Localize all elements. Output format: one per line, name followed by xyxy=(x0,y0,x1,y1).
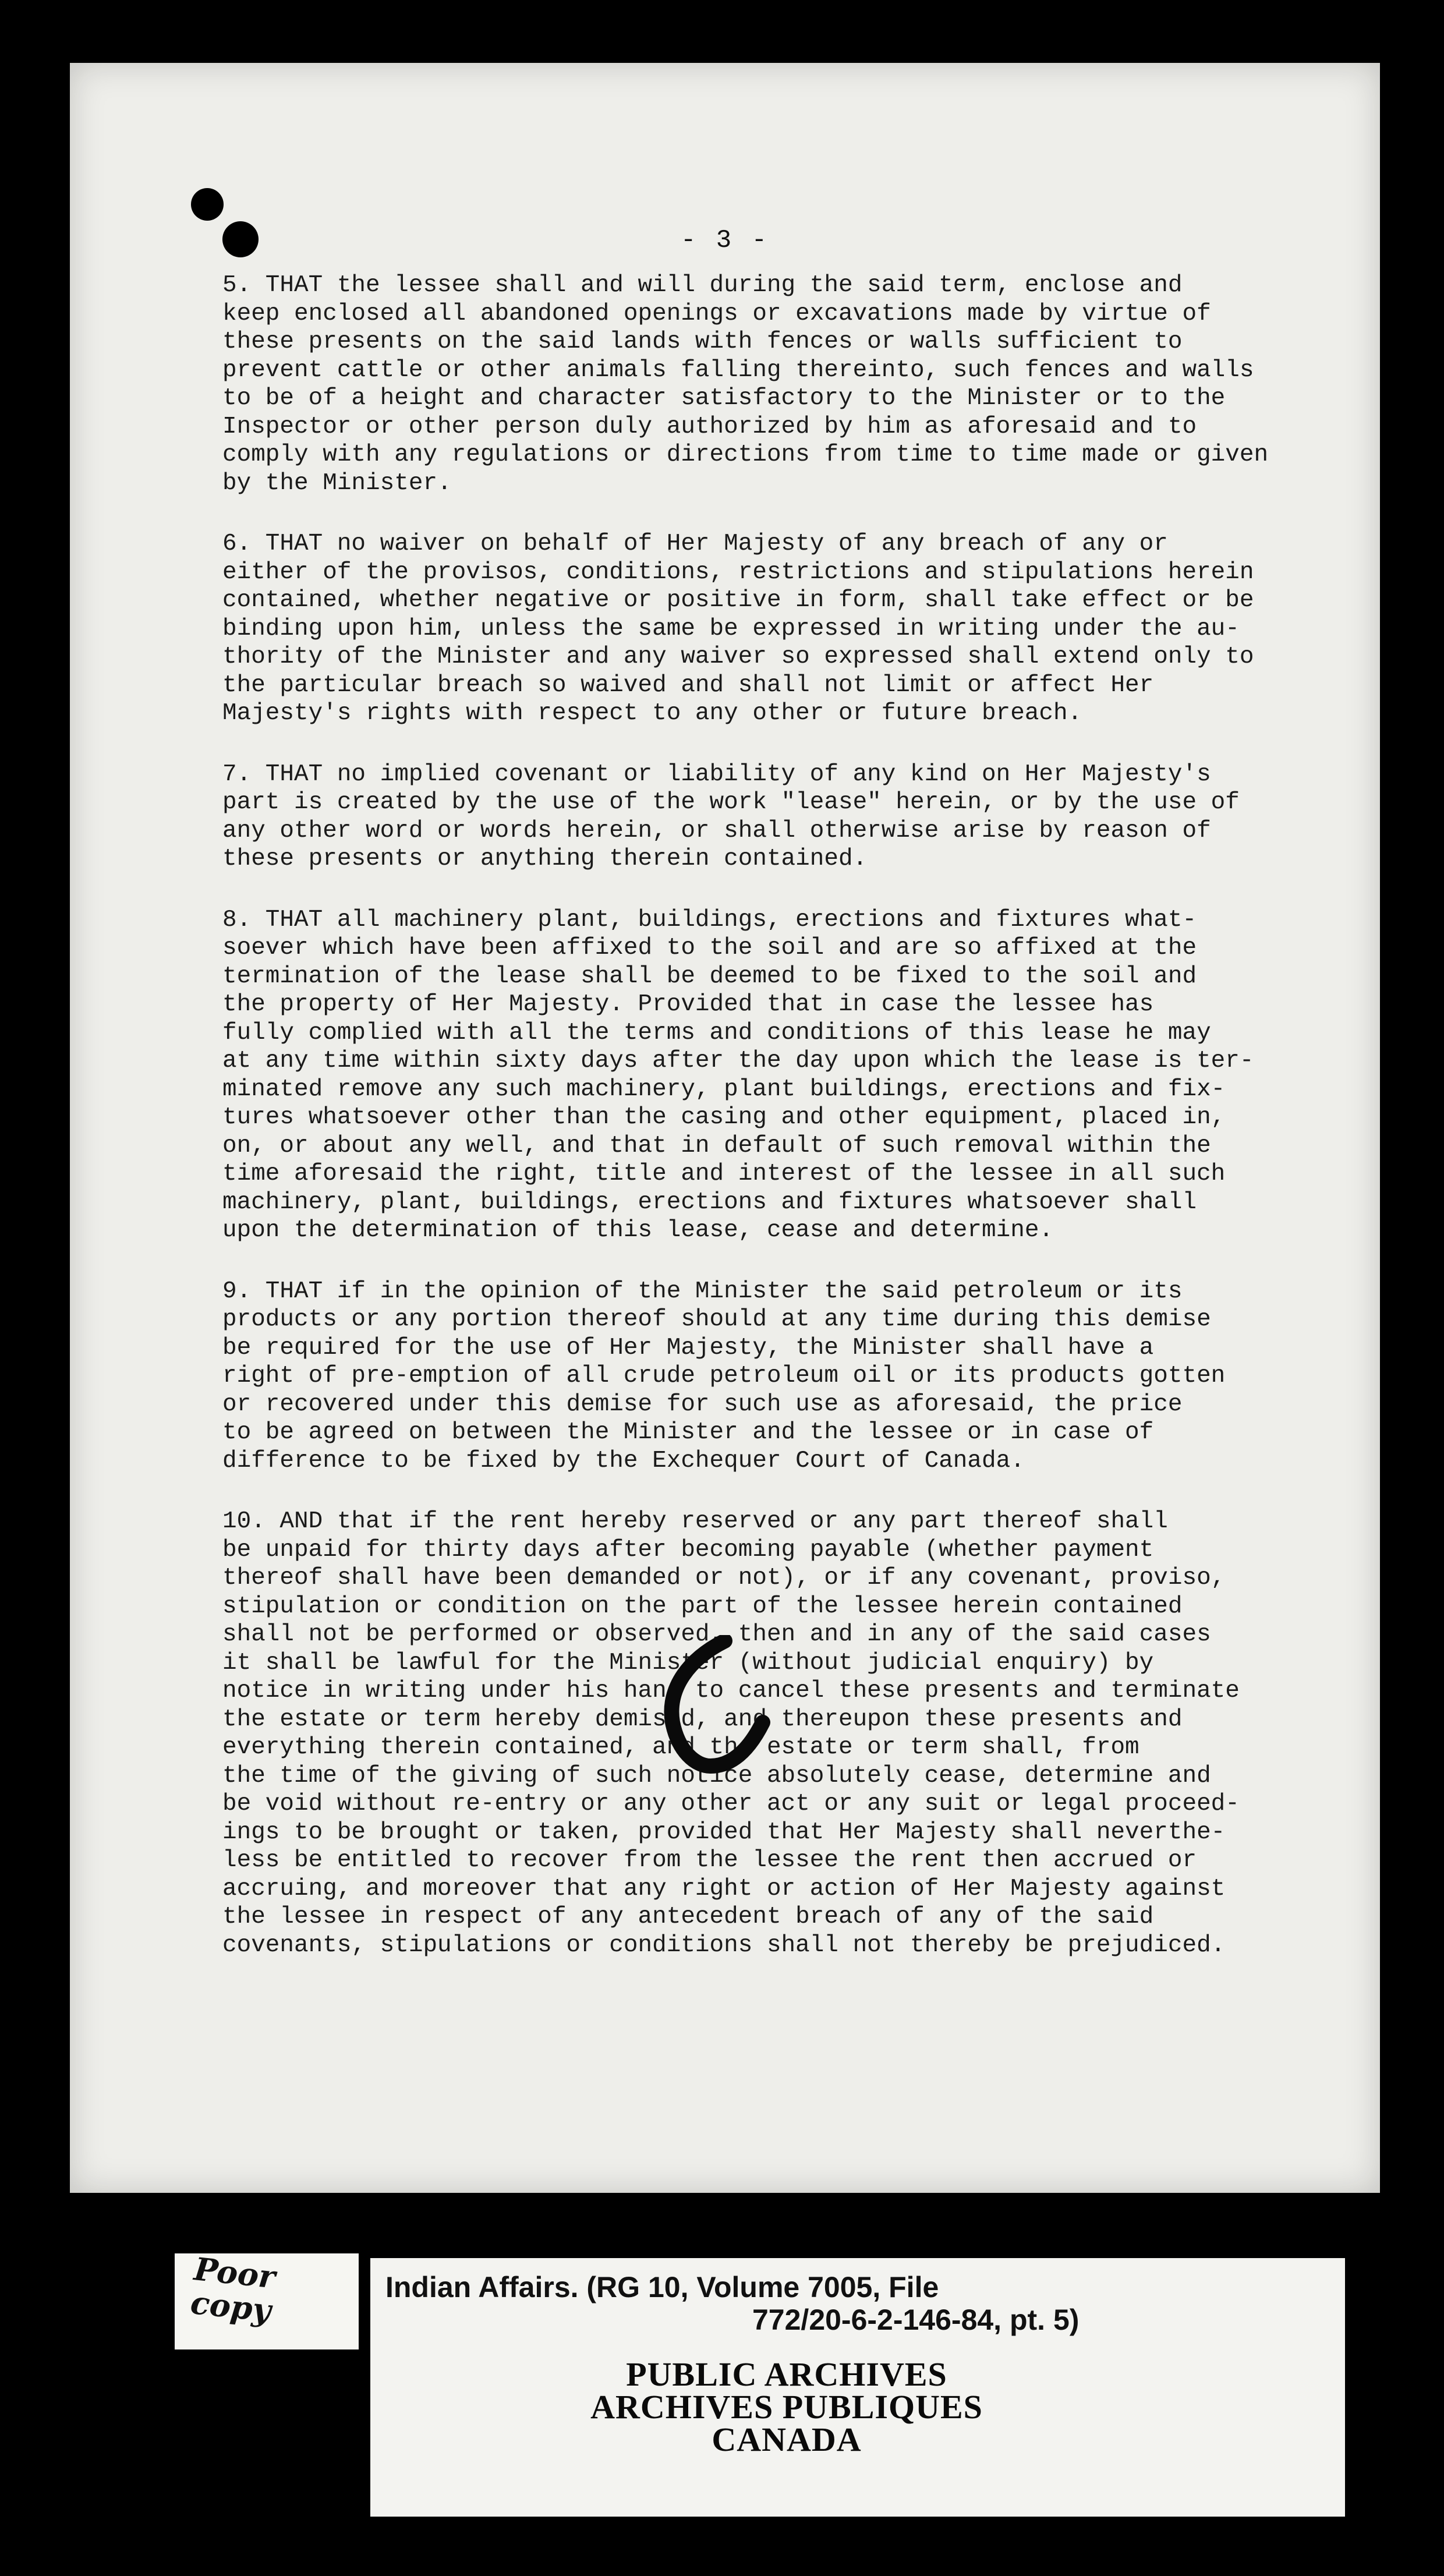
punch-hole-top xyxy=(191,188,224,221)
clause-6: 6. THAT no waiver on behalf of Her Majesty of any breach of any or either of the provisos, conditions, restrictions and stipulations herein contained, whether negative or positive in form, shall take effect or be binding upon him, unless the same be expressed in writing under the au- thority of the Minister and any waiver so expressed shall extend only to the particular breach so waived and shall not limit or affect Her Majesty's rights with respect to any other or future breach. xyxy=(222,530,1254,727)
clause-8: 8. THAT all machinery plant, buildings, erections and fixtures what- soever which have been affixed to the soil and are so affixed at the termination of the lease shall be deemed to be fixed to the soil and the property of Her Majesty. Provided that in case the lessee has fully complied with all the terms and conditions of this lease he may at any time within sixty days after the day upon which the lease is ter- minated remove any such machinery, plant buildings, erections and fix- tures whatsoever other than the casing and other equipment, placed in, on, or about any well, and that in default of such removal within the time aforesaid the right, title and interest of the lessee in all such machinery, plant, buildings, erections and fixtures whatsoever shall upon the determination of this lease, cease and determine. xyxy=(222,906,1254,1244)
archive-citation xyxy=(385,2271,1317,2336)
stamp-line-1: PUBLIC ARCHIVES xyxy=(626,2355,947,2393)
clause-10: 10. AND that if the rent hereby reserved or any part thereof shall be unpaid for thirty days after becoming payable (whether payment thereof shall have been demanded or not), or if any covenant, proviso, stipulation or condition on the part of the lessee herein contained shall not be performed or observed, then and in any of the said cases it shall be lawful for the Minister (without judicial enquiry) by notice in writing under his hand to cancel these presents and terminate the estate or term hereby demised, and thereupon these presents and everything therein contained, and the estate or term shall, from the time of the giving of such notice absolutely cease, determine and be void without re-entry or any other act or any suit or legal proceed- ings to be brought or taken, provided that Her Majesty shall neverthe- less be entitled to recover from the lessee the rent then accrued or accruing, and moreover that any right or action of Her Majesty against the lessee in respect of any antecedent breach of any of the said covenants, stipulations or conditions shall not thereby be prejudiced. xyxy=(222,1508,1240,1959)
document-page xyxy=(70,63,1380,2193)
citation-line-2: 772/20-6-2-146-84, pt. 5) xyxy=(752,2303,1080,2336)
stamp-line-3: CANADA xyxy=(712,2421,862,2458)
page-number: - 3 - xyxy=(680,226,770,255)
handwritten-mark xyxy=(655,1635,771,1786)
handwritten-note: Poor copy xyxy=(189,2250,277,2330)
stamp-line-2: ARCHIVES PUBLIQUES xyxy=(590,2388,983,2426)
clause-5: 5. THAT the lessee shall and will during the said term, enclose and keep enclosed all abandoned openings or excavations made by virtue of these presents on the said lands with fences or walls sufficient to prevent cattle or other animals falling thereinto, such fences and walls to be of a height and character satisfactory to the Minister or to the Inspector or other person duly authorized by him as aforesaid and to comply with any regulations or directions from time to time made or given by the Minister. xyxy=(222,272,1269,497)
citation-line-1: Indian Affairs. (RG 10, Volume 7005, File xyxy=(385,2271,939,2303)
clause-7: 7. THAT no implied covenant or liability of any kind on Her Majesty's part is created by the use of the work "lease" herein, or by the use of any other word or words herein, or shall otherwise arise by reason of these presents or anything therein contained. xyxy=(222,760,1240,872)
clause-9: 9. THAT if in the opinion of the Minister the said petroleum or its products or any portion thereof should at any time during this demise be required for the use of Her Majesty, the Minister shall have a right of pre-emption of all crude petroleum oil or its products gotten or recovered under this demise for such use as aforesaid, the price to be agreed on between the Minister and the lessee or in case of difference to be fixed by the Exchequer Court of Canada. xyxy=(222,1278,1226,1474)
archives-stamp xyxy=(370,2355,1203,2458)
